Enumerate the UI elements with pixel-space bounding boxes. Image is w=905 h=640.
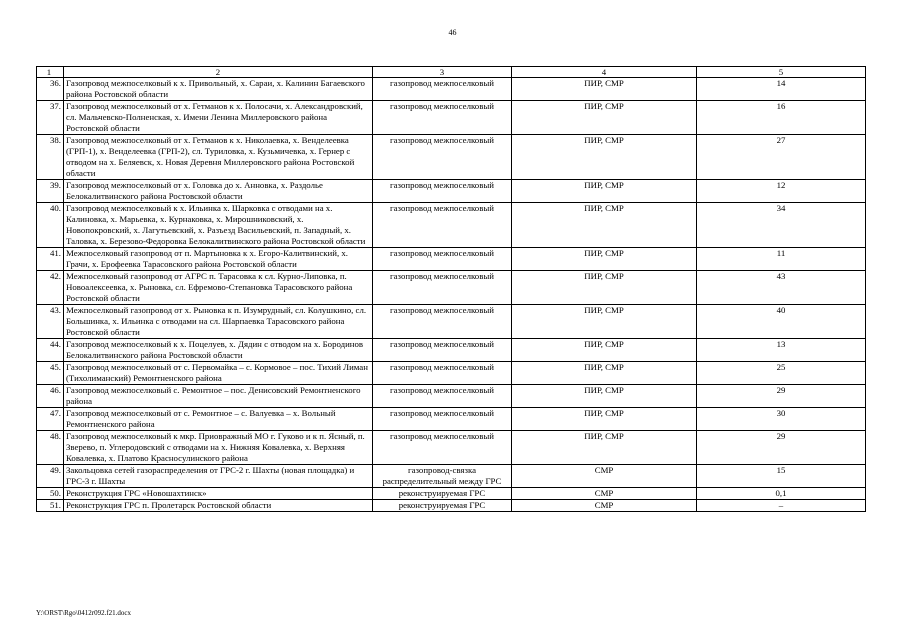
- object-name-cell: Газопровод межпоселковый к х. Ильинка х. Шарковка с отводами на х. Калиновка, х. Марьевка, х. Курнаковка, х. Мирошниковский, х. Новопокровский, х. Лагутьевский, х. Разъезд Васильевский, п. Западный, х. Таловка, х. Березово-Федоровка Белокалитвинского района Ростовской области: [64, 203, 373, 248]
- object-type-cell: реконструируемая ГРС: [373, 488, 512, 500]
- row-number-cell: 48.: [37, 431, 64, 465]
- object-name-cell: Закольцовка сетей газораспределения от ГРС-2 г. Шахты (новая площадка) и ГРС-3 г. Шахты: [64, 465, 373, 488]
- works-type-cell: ПИР, СМР: [512, 180, 697, 203]
- works-type-cell: СМР: [512, 465, 697, 488]
- table-row: [37, 408, 866, 431]
- object-type-cell: газопровод межпоселковый: [373, 101, 512, 135]
- object-name-cell: Газопровод межпоселковый к мкр. Приовражный МО г. Гуково и к п. Ясный, п. Зверево, п. Углеродовский с отводами на х. Нижняя Ковалевка, х. Верхняя Ковалевка, х. Платово Красносулинского района: [64, 431, 373, 465]
- object-value-cell: 29: [697, 431, 866, 465]
- object-value-cell: 30: [697, 408, 866, 431]
- object-name-cell: Газопровод межпоселковый с. Ремонтное – пос. Денисовский Ремонтненского района: [64, 385, 373, 408]
- object-value-cell: 16: [697, 101, 866, 135]
- object-name-cell: Реконструкция ГРС п. Пролетарск Ростовской области: [64, 500, 373, 512]
- object-name-cell: Газопровод межпоселковый от х. Гетманов к х. Полосачи, х. Александровский, сл. Мальчевско-Полненская, х. Имени Ленина Миллеровского района Ростовской области: [64, 101, 373, 135]
- object-type-cell: газопровод межпоселковый: [373, 362, 512, 385]
- row-number-cell: 40.: [37, 203, 64, 248]
- object-type-cell: газопровод межпоселковый: [373, 135, 512, 180]
- object-name-cell: Газопровод межпоселковый от с. Ремонтное – с. Валуевка – х. Вольный Ремонтненского района: [64, 408, 373, 431]
- row-number-cell: 39.: [37, 180, 64, 203]
- table-row: [37, 500, 866, 512]
- file-path-footer: Y:\ORST\Rgo\0412r092.f21.docx: [36, 609, 132, 617]
- row-number-cell: 45.: [37, 362, 64, 385]
- object-name-cell: Газопровод межпоселковый к х. Поцелуев, х. Дядин с отводом на х. Бородинов Белокалитвинского района Ростовской области: [64, 339, 373, 362]
- table-row: [37, 135, 866, 180]
- object-value-cell: 29: [697, 385, 866, 408]
- table-header-row: [37, 67, 866, 78]
- table-row: [37, 271, 866, 305]
- object-value-cell: 34: [697, 203, 866, 248]
- table-row: [37, 248, 866, 271]
- object-value-cell: 13: [697, 339, 866, 362]
- header-col-1: 1: [37, 67, 64, 78]
- table-row: [37, 101, 866, 135]
- object-value-cell: 0,1: [697, 488, 866, 500]
- header-col-3: 3: [373, 67, 512, 78]
- works-type-cell: ПИР, СМР: [512, 203, 697, 248]
- works-type-cell: ПИР, СМР: [512, 431, 697, 465]
- object-type-cell: газопровод межпоселковый: [373, 203, 512, 248]
- table-row: [37, 465, 866, 488]
- object-type-cell: газопровод межпоселковый: [373, 431, 512, 465]
- works-type-cell: ПИР, СМР: [512, 271, 697, 305]
- row-number-cell: 51.: [37, 500, 64, 512]
- row-number-cell: 41.: [37, 248, 64, 271]
- row-number-cell: 44.: [37, 339, 64, 362]
- gas-pipeline-table: [36, 66, 866, 512]
- table-row: [37, 431, 866, 465]
- row-number-cell: 46.: [37, 385, 64, 408]
- works-type-cell: ПИР, СМР: [512, 339, 697, 362]
- object-value-cell: 14: [697, 78, 866, 101]
- works-type-cell: ПИР, СМР: [512, 101, 697, 135]
- header-col-5: 5: [697, 67, 866, 78]
- works-type-cell: ПИР, СМР: [512, 248, 697, 271]
- object-name-cell: Межпоселковый газопровод от АГРС п. Тарасовка к сл. Курно-Липовка, п. Новоалексеевка, х. Рыновка, сл. Ефремово-Степановка Тарасовского района Ростовской области: [64, 271, 373, 305]
- table-row: [37, 305, 866, 339]
- object-name-cell: Газопровод межпоселковый к х. Привольный, х. Сараи, х. Калинин Багаевского района Ростовской области: [64, 78, 373, 101]
- object-value-cell: 15: [697, 465, 866, 488]
- object-type-cell: реконструируемая ГРС: [373, 500, 512, 512]
- object-name-cell: Межпоселковый газопровод от х. Рыновка к п. Изумрудный, сл. Колушкино, сл. Большинка, х. Ильинка с отводами на сл. Шарпаевка Тарасовского района Ростовской области: [64, 305, 373, 339]
- works-type-cell: ПИР, СМР: [512, 305, 697, 339]
- table-row: [37, 339, 866, 362]
- row-number-cell: 42.: [37, 271, 64, 305]
- row-number-cell: 36.: [37, 78, 64, 101]
- object-type-cell: газопровод межпоселковый: [373, 385, 512, 408]
- object-type-cell: газопровод межпоселковый: [373, 271, 512, 305]
- object-value-cell: –: [697, 500, 866, 512]
- row-number-cell: 38.: [37, 135, 64, 180]
- table-row: [37, 362, 866, 385]
- page-number: 46: [448, 28, 457, 37]
- object-name-cell: Газопровод межпоселковый от х. Головка до х. Анновка, х. Раздолье Белокалитвинского района Ростовской области: [64, 180, 373, 203]
- table-row: [37, 180, 866, 203]
- object-type-cell: газопровод межпоселковый: [373, 408, 512, 431]
- row-number-cell: 37.: [37, 101, 64, 135]
- row-number-cell: 47.: [37, 408, 64, 431]
- works-type-cell: ПИР, СМР: [512, 362, 697, 385]
- object-value-cell: 40: [697, 305, 866, 339]
- row-number-cell: 43.: [37, 305, 64, 339]
- object-type-cell: газопровод межпоселковый: [373, 248, 512, 271]
- works-type-cell: ПИР, СМР: [512, 385, 697, 408]
- works-type-cell: ПИР, СМР: [512, 135, 697, 180]
- table-row: [37, 385, 866, 408]
- object-value-cell: 27: [697, 135, 866, 180]
- object-type-cell: газопровод межпоселковый: [373, 339, 512, 362]
- table-row: [37, 78, 866, 101]
- object-type-cell: газопровод межпоселковый: [373, 180, 512, 203]
- row-number-cell: 49.: [37, 465, 64, 488]
- object-type-cell: газопровод-связка распределительный между ГРС: [373, 465, 512, 488]
- object-name-cell: Реконструкция ГРС «Новошахтинск»: [64, 488, 373, 500]
- header-col-2: 2: [64, 67, 373, 78]
- works-type-cell: СМР: [512, 488, 697, 500]
- object-value-cell: 43: [697, 271, 866, 305]
- header-col-4: 4: [512, 67, 697, 78]
- table-row: [37, 203, 866, 248]
- row-number-cell: 50.: [37, 488, 64, 500]
- object-name-cell: Газопровод межпоселковый от с. Первомайка – с. Кормовое – пос. Тихий Лиман (Тихолиманский) Ремонтненского района: [64, 362, 373, 385]
- works-type-cell: ПИР, СМР: [512, 408, 697, 431]
- works-type-cell: ПИР, СМР: [512, 78, 697, 101]
- object-value-cell: 11: [697, 248, 866, 271]
- object-name-cell: Межпоселковый газопровод от п. Мартыновка к х. Егоро-Калитвинский, х. Грачи, х. Ерофеевка Тарасовского района Ростовской области: [64, 248, 373, 271]
- works-type-cell: СМР: [512, 500, 697, 512]
- table-row: [37, 488, 866, 500]
- object-type-cell: газопровод межпоселковый: [373, 78, 512, 101]
- object-name-cell: Газопровод межпоселковый от х. Гетманов к х. Николаевка, х. Венделеевка (ГРП-1), х. Венделеевка (ГРП-2), сл. Туриловка, х. Кузьмичевка, х. Гернер с отводом на х. Беляевск, х. Новая Деревня Миллеровского района Ростовской области: [64, 135, 373, 180]
- object-type-cell: газопровод межпоселковый: [373, 305, 512, 339]
- object-value-cell: 12: [697, 180, 866, 203]
- object-value-cell: 25: [697, 362, 866, 385]
